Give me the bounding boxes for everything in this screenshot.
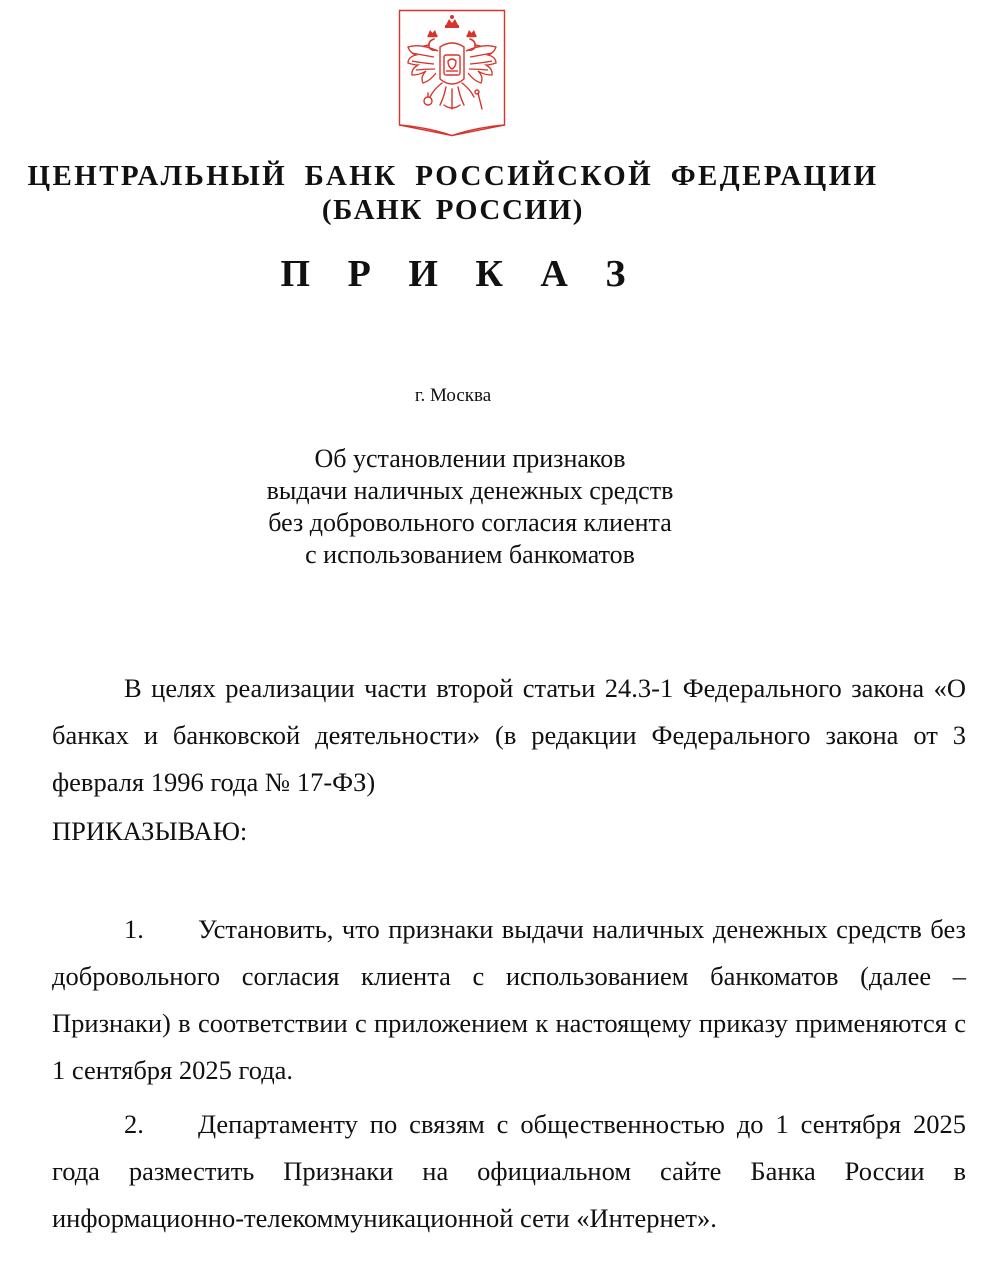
subject-line: выдачи наличных денежных средств: [266, 476, 674, 505]
organization-short-name: (БАНК РОССИИ): [321, 194, 585, 226]
order-item: [52, 906, 966, 1094]
order-item-number: 1.: [124, 914, 144, 944]
document-location: г. Москва: [414, 385, 492, 406]
subject-line: без добровольного согласия клиента: [268, 508, 672, 537]
document-type: П Р И К А З: [280, 253, 640, 295]
preamble-text: В целях реализации части второй статьи 24.3-1 Федерального закона «О банках и банковской деятельности» (в редакции Федерального закона от 3 февраля 1996 года № 17-ФЗ): [52, 673, 966, 797]
order-item-text: Установить, что признаки выдачи наличных денежных средств без добровольного согласия клиента с использованием банкоматов (далее – Признаки) в соответствии с приложением к настоящему приказу применяются с 1 сентября 2025 года.: [52, 914, 966, 1085]
subject-line: Об установлении признаков: [314, 444, 626, 473]
order-item-text: Департаменту по связям с общественностью до 1 сентября 2025 года разместить Признаки на официальном сайте Банка России в информационно-телекоммуникационной сети «Интернет».: [52, 1109, 966, 1233]
order-item: [52, 1101, 966, 1242]
subject-line: с использованием банкоматов: [305, 540, 635, 569]
document-subject: [0, 443, 940, 571]
order-item-number: 2.: [124, 1109, 144, 1139]
russian-coat-of-arms-icon: [398, 9, 506, 137]
preamble: [52, 665, 966, 806]
organization-name: ЦЕНТРАЛЬНЫЙ БАНК РОССИЙСКОЙ ФЕДЕРАЦИИ: [27, 160, 879, 192]
order-word: ПРИКАЗЫВАЮ:: [52, 816, 248, 846]
